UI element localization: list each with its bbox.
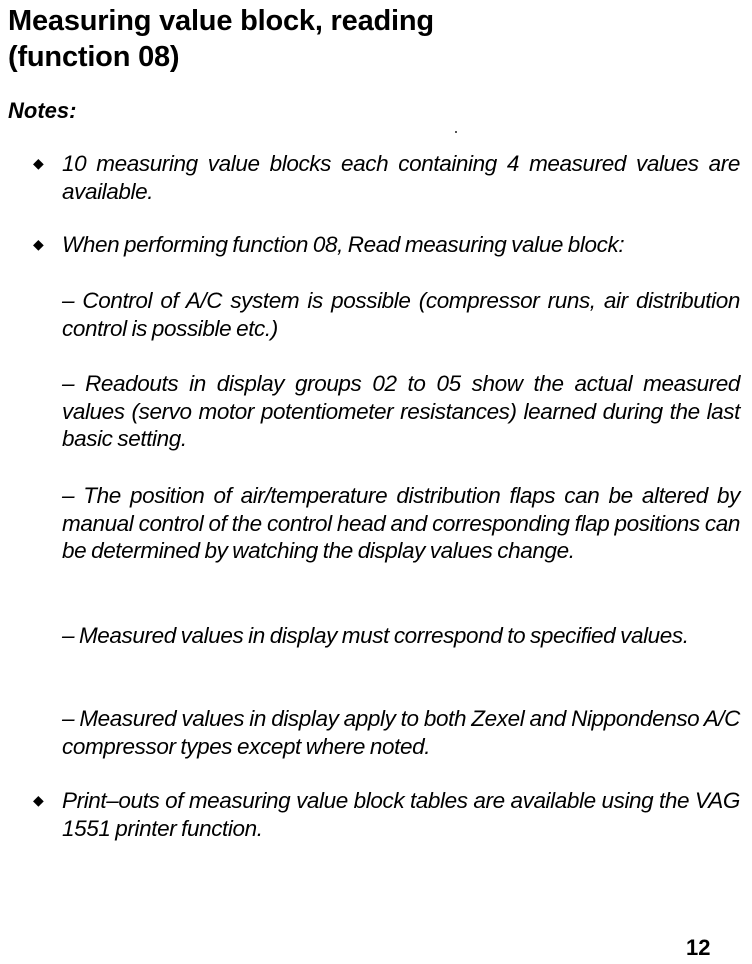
sub-item: – Measured values in display must correspond to specified values. (62, 623, 689, 648)
bullet-item: Print–outs of measuring value block tables are available using the VAG 1551 printer function. (62, 788, 740, 841)
page-title (8, 3, 708, 75)
bullet-item: 10 measuring value blocks each containing 4 measured values are available. (62, 151, 740, 204)
title-line-2: (function 08) (8, 41, 180, 73)
sub-item: – Control of A/C system is possible (compressor runs, air distribution control is possible etc.) (62, 288, 740, 341)
title-line-1: Measuring value block, reading (8, 5, 434, 37)
sub-item: – Measured values in display apply to both Zexel and Nippondenso A/C compressor types except where noted. (62, 706, 740, 759)
sub-item: – Readouts in display groups 02 to 05 show the actual measured values (servo motor potentiometer resistances) learned during the last basic setting. (62, 371, 740, 451)
diamond-bullet-icon: ◆ (33, 155, 44, 171)
diamond-bullet-icon: ◆ (33, 236, 44, 252)
bullet-item: When performing function 08, Read measuring value block: (62, 232, 625, 257)
page-number: 12 (686, 935, 711, 960)
scan-speck (455, 131, 457, 133)
diamond-bullet-icon: ◆ (33, 792, 44, 808)
sub-item: – The position of air/temperature distribution flaps can be altered by manual control of the control head and corresponding flap positions can be determined by watching the display values change. (62, 483, 740, 563)
notes-heading: Notes: (8, 98, 77, 123)
